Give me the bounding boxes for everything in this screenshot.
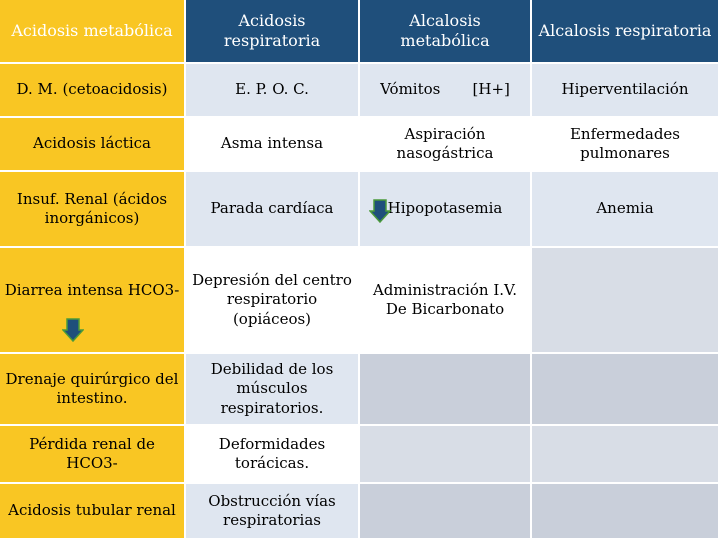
header-alcalosis-metabolica: Alcalosis metabólica <box>360 0 532 64</box>
cell-r3-c3: Hipopotasemia <box>360 172 532 248</box>
cell-r7-c1: Acidosis tubular renal <box>0 484 186 540</box>
cell-r5-c3 <box>360 354 532 426</box>
cell-r5-c1: Drenaje quirúrgico del intestino. <box>0 354 186 426</box>
cell-r1-c4: Hiperventilación <box>532 64 720 118</box>
down-arrow-icon <box>62 318 84 342</box>
cell-r2-c2: Asma intensa <box>186 118 360 172</box>
header-acidosis-metabolica: Acidosis metabólica <box>0 0 186 64</box>
cell-r3-c2: Parada cardíaca <box>186 172 360 248</box>
header-alcalosis-respiratoria: Alcalosis respiratoria <box>532 0 720 64</box>
cell-r3-c1: Insuf. Renal (ácidos inorgánicos) <box>0 172 186 248</box>
h-ion-label: [H+] <box>472 80 510 99</box>
cell-r6-c2: Deformidades torácicas. <box>186 426 360 484</box>
cell-r2-c4: Enfermedades pulmonares <box>532 118 720 172</box>
down-arrow-icon <box>369 199 391 223</box>
header-acidosis-respiratoria: Acidosis respiratoria <box>186 0 360 64</box>
cell-r2-c1: Acidosis láctica <box>0 118 186 172</box>
cell-r1-c2: E. P. O. C. <box>186 64 360 118</box>
vomitos-label: Vómitos <box>380 80 441 99</box>
cell-r5-c2: Debilidad de los músculos respiratorios. <box>186 354 360 426</box>
cell-r4-c1 <box>0 248 186 354</box>
cell-r4-c4 <box>532 248 720 354</box>
cell-r1-c1: D. M. (cetoacidosis) <box>0 64 186 118</box>
cell-r4-c2: Depresión del centro respiratorio (opiáceos) <box>186 248 360 354</box>
cell-r1-c3 <box>360 64 532 118</box>
cell-r7-c4 <box>532 484 720 540</box>
cell-r7-c2: Obstrucción vías respiratorias <box>186 484 360 540</box>
cell-r6-c4 <box>532 426 720 484</box>
cell-r6-c1: Pérdida renal de HCO3- <box>0 426 186 484</box>
cell-r5-c4 <box>532 354 720 426</box>
cell-r4-c3: Administración I.V. De Bicarbonato <box>360 248 532 354</box>
cell-r2-c3: Aspiración nasogástrica <box>360 118 532 172</box>
cell-r6-c3 <box>360 426 532 484</box>
cell-r3-c4: Anemia <box>532 172 720 248</box>
diarrea-label: Diarrea intensa HCO3- <box>4 281 180 300</box>
cell-r7-c3 <box>360 484 532 540</box>
